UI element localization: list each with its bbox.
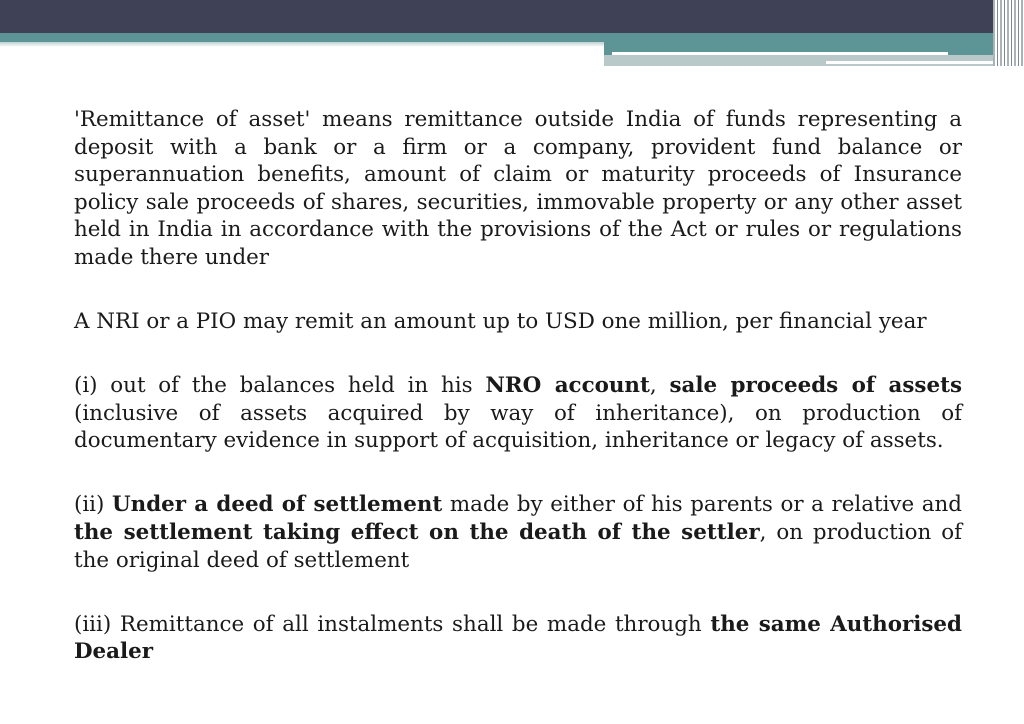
text-segment: made by either of his parents or a relative and — [442, 492, 962, 518]
bold-nro-account: NRO account — [485, 373, 650, 399]
paragraph-remittance-definition: 'Remittance of asset' means remittance outside India of funds representing a deposit with a bank or a firm or a company, provident fund balance or superannuation benefits, amount of claim or maturity proceeds of Insurance policy sale proceeds of shares, securities, immovable property or any other asset held in India in accordance with the provisions of the Act or rules or regulations made there under — [74, 107, 962, 270]
paragraph-condition-ii — [74, 491, 962, 574]
header-stripe-decoration — [993, 0, 1024, 66]
text-segment: (ii) — [74, 492, 112, 518]
text-segment: (inclusive of assets acquired by way of inheritance), on production of documentary evidence in support of acquisition, inheritance or legacy of assets. — [74, 400, 962, 454]
header-dark-band — [0, 0, 1024, 33]
paragraph-remit-limit: A NRI or a PIO may remit an amount up to USD one million, per financial year — [74, 309, 927, 335]
header-shadow — [0, 42, 604, 47]
text-segment: (i) out of the balances held in his — [74, 373, 486, 399]
text-segment: , — [649, 373, 670, 399]
text-segment: (iii) Remittance of all instalments shall be made through — [74, 611, 711, 637]
bold-settlement-effect: the settlement taking effect on the death of the settler — [74, 520, 760, 546]
paragraph-condition-i — [74, 372, 962, 455]
text-segment: , on production of the original deed of settlement — [74, 520, 962, 573]
paragraph-condition-iii — [74, 611, 962, 666]
bold-sale-proceeds: sale proceeds of assets — [669, 373, 962, 399]
header-teal-band — [0, 33, 1000, 42]
bold-authorised-dealer: the same Authorised Dealer — [74, 611, 962, 665]
slide-body — [74, 106, 962, 702]
header-white-line-2 — [826, 61, 1000, 64]
bold-deed-of-settlement: Under a deed of settlement — [111, 492, 443, 518]
